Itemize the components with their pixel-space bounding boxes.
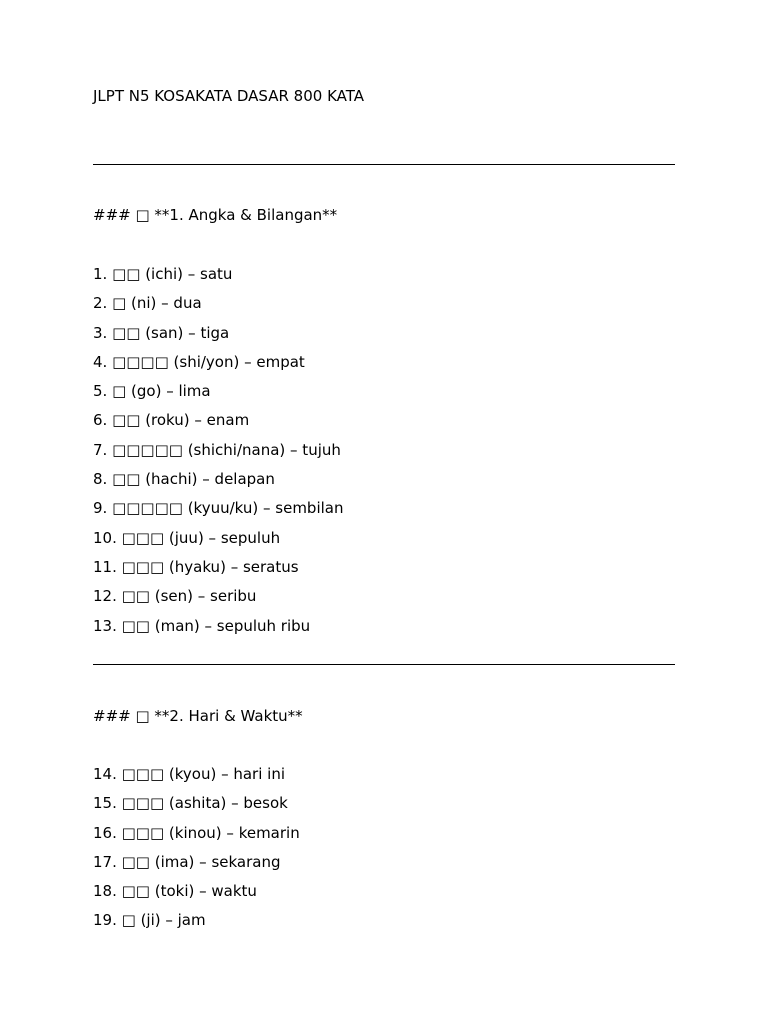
- vocabulary-item: 15. □□□ (ashita) – besok: [93, 794, 288, 813]
- vocabulary-item: 12. □□ (sen) – seribu: [93, 587, 257, 606]
- vocabulary-item: 2. □ (ni) – dua: [93, 294, 202, 313]
- horizontal-divider: [93, 664, 675, 665]
- section-heading-hari-waktu: ### □ **2. Hari & Waktu**: [93, 707, 303, 725]
- vocabulary-list-hari-waktu: [93, 764, 300, 940]
- vocabulary-item: 3. □□ (san) – tiga: [93, 323, 230, 342]
- vocabulary-item: 10. □□□ (juu) – sepuluh: [93, 528, 281, 547]
- vocabulary-item: 8. □□ (hachi) – delapan: [93, 470, 275, 489]
- vocabulary-item: 4. □□□□ (shi/yon) – empat: [93, 352, 305, 371]
- vocabulary-item: 5. □ (go) – lima: [93, 382, 211, 401]
- document-title: JLPT N5 KOSAKATA DASAR 800 KATA: [93, 87, 364, 105]
- vocabulary-item: 1. □□ (ichi) – satu: [93, 265, 233, 283]
- vocabulary-item: 13. □□ (man) – sepuluh ribu: [93, 616, 311, 635]
- vocabulary-item: 18. □□ (toki) – waktu: [93, 882, 257, 901]
- vocabulary-item: 7. □□□□□ (shichi/nana) – tujuh: [93, 440, 341, 459]
- vocabulary-list-angka-bilangan: [93, 264, 344, 645]
- vocabulary-item: 14. □□□ (kyou) – hari ini: [93, 765, 286, 783]
- vocabulary-item: 16. □□□ (kinou) – kemarin: [93, 823, 300, 842]
- vocabulary-item: 6. □□ (roku) – enam: [93, 411, 250, 430]
- vocabulary-item: 19. □ (ji) – jam: [93, 911, 206, 930]
- vocabulary-item: 9. □□□□□ (kyuu/ku) – sembilan: [93, 499, 344, 518]
- section-heading-angka-bilangan: ### □ **1. Angka & Bilangan**: [93, 206, 338, 224]
- vocabulary-item: 17. □□ (ima) – sekarang: [93, 852, 281, 871]
- horizontal-divider: [93, 164, 675, 165]
- vocabulary-item: 11. □□□ (hyaku) – seratus: [93, 557, 299, 576]
